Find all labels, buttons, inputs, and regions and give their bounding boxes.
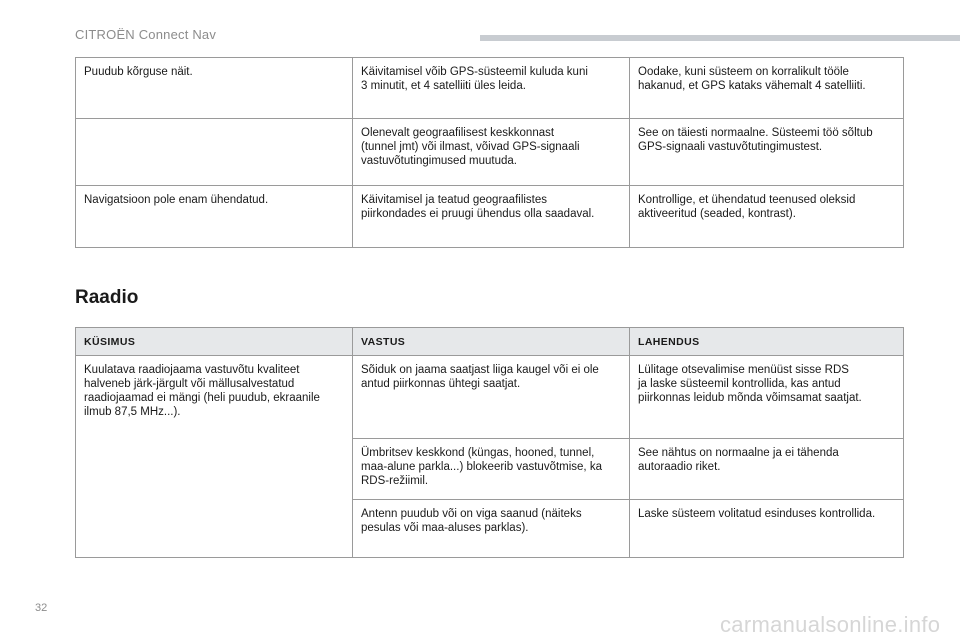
answer-cell: Käivitamisel võib GPS-süsteemil kuluda kuni 3 minutit, et 4 satelliiti üles leida. [353, 58, 630, 119]
question-cell: Navigatsioon pole enam ühendatud. [76, 186, 353, 248]
answer-cell: Sõiduk on jaama saatjast liiga kaugel või ei ole antud piirkonnas ühtegi saatjat. [353, 356, 630, 439]
table-row [76, 58, 904, 119]
document-header-title: CITROËN Connect Nav [75, 27, 217, 42]
table-header-row [76, 328, 904, 356]
header-question: KÜSIMUS [76, 328, 353, 356]
header-solution: LAHENDUS [630, 328, 904, 356]
watermark-text: carmanualsonline.info [720, 612, 941, 637]
solution-cell: See on täiesti normaalne. Süsteemi töö sõltub GPS-signaali vastuvõtutingimustest. [630, 119, 904, 186]
question-cell: Puudub kõrguse näit. [76, 58, 353, 119]
table-row [76, 119, 904, 186]
question-cell [76, 119, 353, 186]
solution-cell: Laske süsteem volitatud esinduses kontrollida. [630, 500, 904, 558]
page-number: 32 [35, 602, 48, 614]
answer-cell: Olenevalt geograafilisest keskkonnast (tunnel jmt) või ilmast, võivad GPS-signaali vastuvõtutingimused muutuda. [353, 119, 630, 186]
solution-cell: Kontrollige, et ühendatud teenused oleksid aktiveeritud (seaded, kontrast). [630, 186, 904, 248]
table-row [76, 356, 904, 439]
solution-cell: Oodake, kuni süsteem on korralikult tööle hakanud, et GPS kataks vähemalt 4 satelliiti. [630, 58, 904, 119]
answer-cell: Ümbritsev keskkond (küngas, hooned, tunnel, maa-alune parkla...) blokeerib vastuvõtmise, ka RDS-režiimil. [353, 439, 630, 500]
section-title-radio: Raadio [75, 287, 139, 308]
radio-troubleshooting-table [75, 327, 904, 558]
question-cell: Kuulatava raadiojaama vastuvõtu kvaliteet halveneb järk-järgult või mällusalvestatud raadiojaamad ei mängi (heli puudub, ekraanile ilmub 87,5 MHz...). [76, 356, 353, 558]
answer-cell: Käivitamisel ja teatud geograafilistes piirkondades ei pruugi ühendus olla saadaval. [353, 186, 630, 248]
header-decorative-bar [480, 35, 960, 41]
table-row [76, 186, 904, 248]
solution-cell: Lülitage otsevalimise menüüst sisse RDS ja laske süsteemil kontrollida, kas antud piirkonnas leidub mõnda võimsamat saatjat. [630, 356, 904, 439]
solution-cell: See nähtus on normaalne ja ei tähenda autoraadio riket. [630, 439, 904, 500]
answer-cell: Antenn puudub või on viga saanud (näiteks pesulas või maa-aluses parklas). [353, 500, 630, 558]
header-answer: VASTUS [353, 328, 630, 356]
gps-troubleshooting-table [75, 57, 904, 248]
